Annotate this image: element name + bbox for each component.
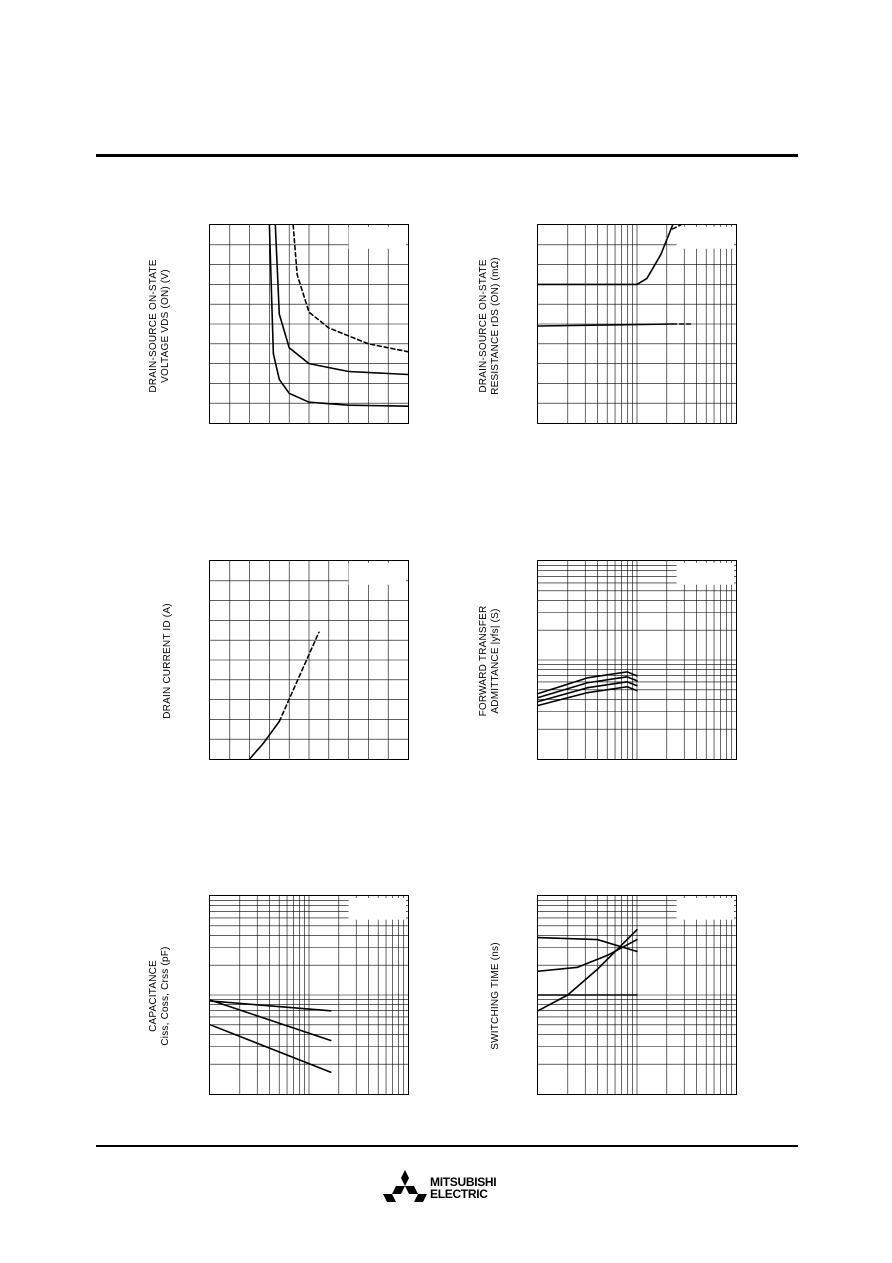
series-line-1 (538, 225, 673, 284)
chart6-ylabel: SWITCHING TIME (ns) (490, 942, 501, 1050)
legend-box (349, 563, 406, 585)
three-diamonds-icon (382, 1169, 428, 1207)
series-line-2 (279, 632, 319, 721)
chart2-ylabel: DRAIN-SOURCE ON-STATE RESISTANCE rDS (ON) (mΩ) (478, 257, 501, 395)
series-line-1 (269, 225, 408, 406)
chart6-plot (537, 895, 737, 1095)
chart4-plot (537, 560, 737, 760)
chart2-plot (537, 224, 737, 424)
legend-box (677, 227, 734, 249)
chart5-svg (210, 896, 408, 1094)
chart1-plot (209, 224, 409, 424)
legend-box (349, 898, 406, 920)
top-rule (96, 154, 798, 157)
chart3-plot (209, 560, 409, 760)
legend-box (677, 563, 734, 585)
chart2-svg (538, 225, 736, 423)
chart3-ylabel: DRAIN CURRENT ID (A) (162, 603, 173, 719)
legend-box (349, 227, 406, 249)
chart5-ylabel: CAPACITANCE Ciss, Coss, Crss (pF) (148, 946, 171, 1046)
chart3-svg (210, 561, 408, 759)
chart5-plot (209, 895, 409, 1095)
chart4-svg (538, 561, 736, 759)
series-line-3 (210, 1025, 331, 1073)
bottom-rule (96, 1145, 798, 1147)
mitsubishi-logo (382, 1169, 514, 1207)
chart6-svg (538, 896, 736, 1094)
chart4-ylabel: FORWARD TRANSFER ADMITTANCE |yfs| (S) (478, 605, 501, 717)
chart1-ylabel: DRAIN-SOURCE ON-STATE VOLTAGE VDS (ON) (V) (148, 259, 171, 393)
series-line-3 (538, 682, 637, 702)
series-line-1 (250, 721, 280, 759)
chart1-svg (210, 225, 408, 423)
legend-box (677, 898, 734, 920)
logo-wordmark: MITSUBISHI ELECTRIC (430, 1174, 497, 1201)
